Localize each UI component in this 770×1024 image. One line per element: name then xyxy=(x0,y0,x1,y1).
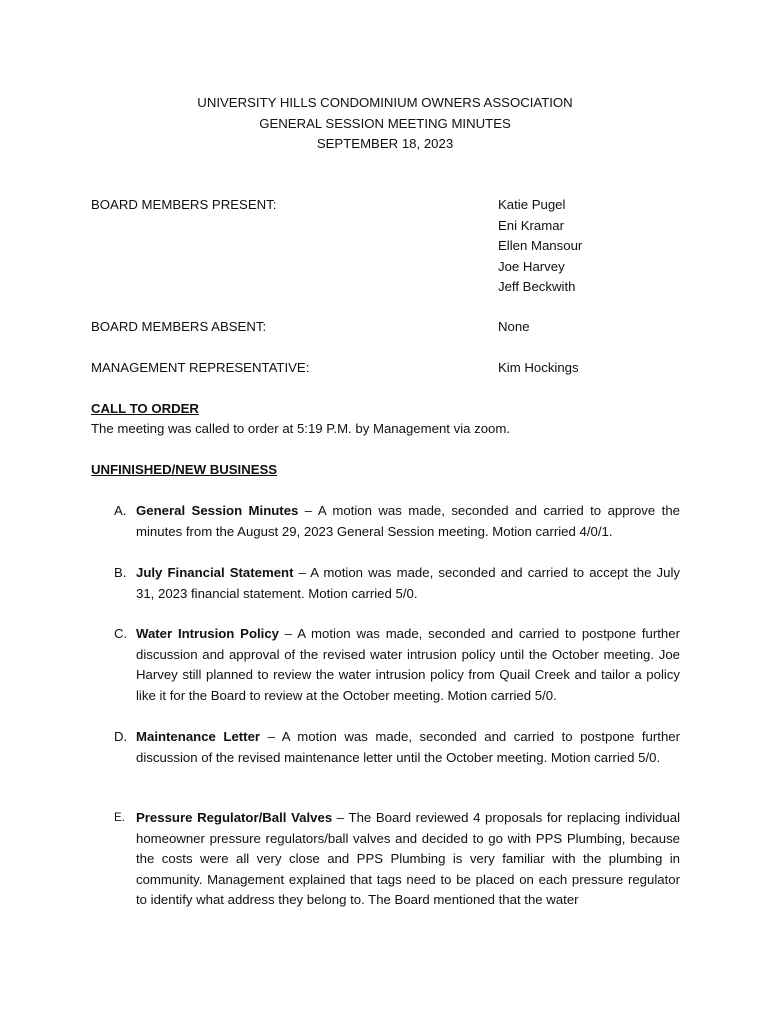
item-letter: B. xyxy=(114,565,127,580)
business-item xyxy=(114,727,680,768)
document-type: GENERAL SESSION MEETING MINUTES xyxy=(259,115,511,131)
item-letter: C. xyxy=(114,626,128,641)
business-item xyxy=(114,563,680,604)
item-letter: E. xyxy=(114,812,125,824)
present-member: Ellen Mansour xyxy=(498,238,583,253)
item-title: Water Intrusion Policy xyxy=(136,626,279,641)
present-member: Eni Kramar xyxy=(498,217,564,233)
present-members-list xyxy=(498,195,582,298)
item-text: – A motion was made, seconded and carried to accept the July 31, 2023 financial statement. Motion carried 5/0. xyxy=(136,565,681,601)
item-title: Maintenance Letter xyxy=(136,729,261,744)
present-member: Jeff Beckwith xyxy=(498,279,576,294)
business-item xyxy=(114,624,680,706)
item-text: – A motion was made, seconded and carried to approve the minutes from the August 29, 2023 General Session meeting. Motion carried 4/0/1. xyxy=(136,503,680,539)
call-to-order-heading: CALL TO ORDER xyxy=(91,401,199,416)
present-member: Joe Harvey xyxy=(498,258,565,274)
call-to-order-text: The meeting was called to order at 5:19 P.M. by Management via zoom. xyxy=(91,421,511,436)
management-label: MANAGEMENT REPRESENTATIVE: xyxy=(91,360,310,375)
item-text: – A motion was made, seconded and carried to postpone further discussion of the revised maintenance letter until the October meeting. Motion carried 5/0. xyxy=(136,729,680,765)
business-item xyxy=(114,501,680,542)
absent-label: BOARD MEMBERS ABSENT: xyxy=(91,319,267,334)
management-value: Kim Hockings xyxy=(498,360,579,375)
item-text: – A motion was made, seconded and carried to postpone further discussion and approval of the revised water intrusion policy until the October meeting. Joe Harvey still planned to review the water intrusion policy from Quail Creek and tailor a policy like it for the Board to review at the October meeting. Motion carried 5/0. xyxy=(136,626,680,703)
meeting-date: SEPTEMBER 18, 2023 xyxy=(316,136,454,151)
document-header xyxy=(0,93,770,155)
association-name: UNIVERSITY HILLS CONDOMINIUM OWNERS ASSOCIATION xyxy=(197,95,573,110)
item-title: Pressure Regulator/Ball Valves xyxy=(136,810,333,825)
business-item xyxy=(114,808,680,911)
present-member: Katie Pugel xyxy=(498,197,566,212)
absent-value: None xyxy=(498,319,530,334)
business-heading: UNFINISHED/NEW BUSINESS xyxy=(91,462,278,477)
item-letter: A. xyxy=(114,503,127,518)
item-title: July Financial Statement xyxy=(136,565,294,580)
item-text: – The Board reviewed 4 proposals for replacing individual homeowner pressure regulators/ball valves and decided to go with PPS Plumbing, because the costs were all very close and PPS Plumbing is very familiar with the plumbing in community. Management explained that tags need to be placed on each pressure regulator to identify what address they belong to. The Board mentioned that the water xyxy=(136,810,680,907)
item-letter: D. xyxy=(114,729,128,744)
present-label: BOARD MEMBERS PRESENT: xyxy=(91,197,277,212)
item-title: General Session Minutes xyxy=(136,503,299,518)
